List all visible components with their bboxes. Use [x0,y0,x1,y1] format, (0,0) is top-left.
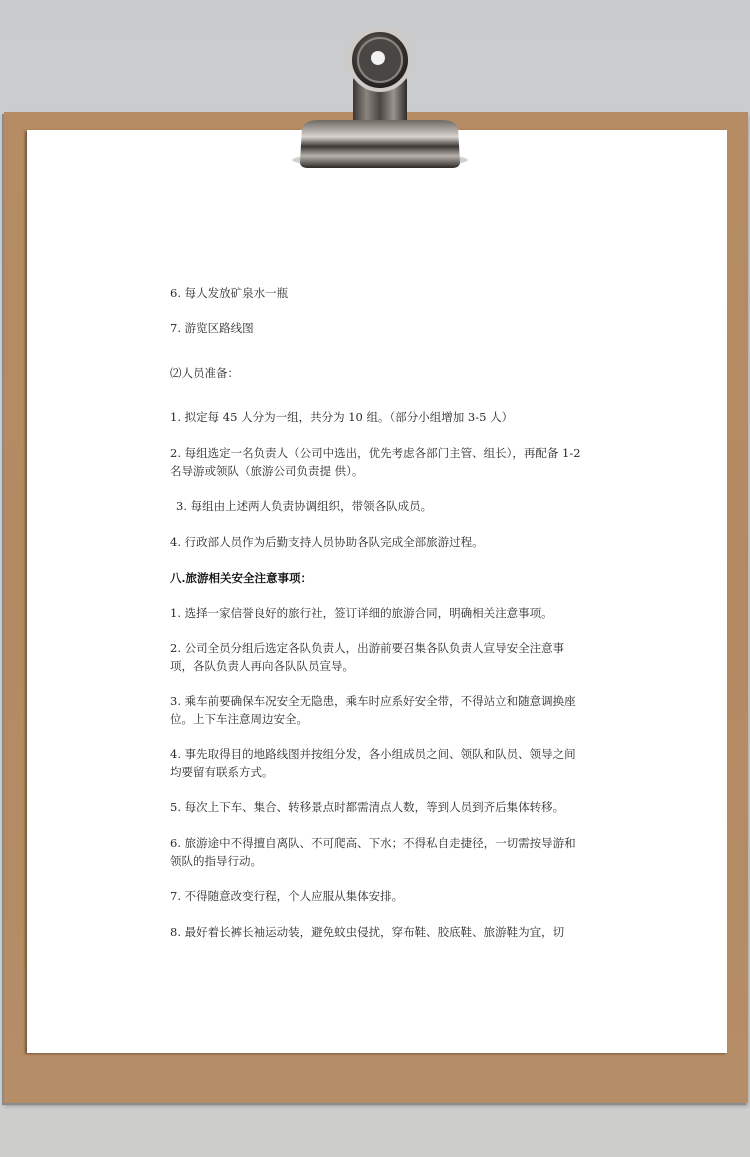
list-item-water: 6. 每人发放矿泉水一瓶 [170,286,289,300]
list-item-coordination: 3. 每组由上述两人负责协调组织，带领各队成员。 [176,499,433,513]
list-item-itinerary: 7. 不得随意改变行程，个人应服从集体安排。 [170,889,404,903]
section-heading-safety: 八.旅游相关安全注意事项： [170,571,313,585]
list-item-route-map: 7. 游览区路线图 [170,321,254,335]
section-heading-personnel: ⑵人员准备： [170,366,239,380]
binder-clip-icon [290,20,470,172]
list-item-no-straying: 6. 旅游途中不得擅自离队、不可爬高、下水；不得私自走捷径，一切需按导游和领队的指导行动。 [170,836,576,868]
list-item-contacts: 4. 事先取得目的地路线图并按组分发，各小组成员之间、领队和队员、领导之间均要留有联系方式。 [170,747,576,779]
list-item-briefing: 2. 公司全员分组后选定各队负责人，出游前要召集各队负责人宣导安全注意事项，各队负责人再向各队队员宣导。 [170,641,565,673]
list-item-grouping: 1. 拟定每 45 人分为一组，共分为 10 组。（部分小组增加 3-5 人） [170,410,514,424]
paper-sheet [27,130,727,1053]
list-item-agency: 1. 选择一家信誉良好的旅行社，签订详细的旅游合同，明确相关注意事项。 [170,606,553,620]
list-item-logistics: 4. 行政部人员作为后勤支持人员协助各队完成全部旅游过程。 [170,535,484,549]
list-item-headcount: 5. 每次上下车、集合、转移景点时都需清点人数，等到人员到齐后集体转移。 [170,800,565,814]
list-item-vehicle-safety: 3. 乘车前要确保车况安全无隐患，乘车时应系好安全带，不得站立和随意调换座位。上下车注意周边安全。 [170,694,576,726]
list-item-leader: 2. 每组选定一名负责人（公司中选出，优先考虑各部门主管、组长），再配备 1-2 名导游或领队（旅游公司负责提 供）。 [170,446,581,478]
list-item-clothing: 8. 最好着长裤长袖运动装，避免蚊虫侵扰，穿布鞋、胶底鞋、旅游鞋为宜，切 [170,925,565,939]
